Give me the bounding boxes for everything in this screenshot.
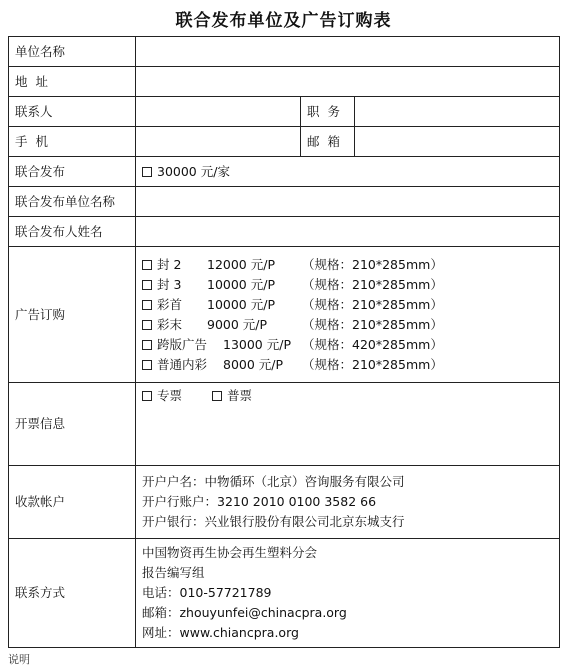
ad-option-price: 10000 元/P: [207, 276, 275, 292]
contact-email: 邮箱：zhouyunfei@chinacpra.org: [142, 605, 347, 620]
label-joint-release: 联合发布: [9, 157, 136, 187]
invoice-normal-label: 普票: [226, 388, 252, 403]
ad-option: [142, 315, 553, 335]
row-contact-info: [9, 539, 560, 648]
row-joint-unit-name: [9, 187, 560, 217]
row-mobile: [9, 127, 560, 157]
field-contact[interactable]: [136, 97, 301, 127]
ad-option-spec: （规格：210*285mm）: [302, 276, 443, 292]
ad-option-price: 9000 元/P: [207, 316, 268, 332]
row-contact: [9, 97, 560, 127]
field-joint-unit-name[interactable]: [136, 187, 560, 217]
row-unit-name: [9, 37, 560, 67]
contact-info: [136, 539, 560, 648]
ad-option-spec: （规格：210*285mm）: [302, 356, 443, 372]
ad-option-checkbox[interactable]: [142, 320, 152, 330]
label-contact: 联系人: [9, 97, 136, 127]
invoice-options: [136, 383, 560, 466]
ad-option-name: 普通内彩: [157, 356, 208, 372]
ad-option-spec: （规格：210*285mm）: [302, 256, 443, 272]
contact-website: 网址：www.chiancpra.org: [142, 625, 299, 640]
footer-note: 说明: [8, 653, 30, 666]
ad-option-name: 彩首: [157, 296, 183, 312]
ad-option-checkbox[interactable]: [142, 340, 152, 350]
joint-release-option: [136, 157, 560, 187]
label-account: 收款帐户: [9, 466, 136, 539]
ad-option: [142, 255, 553, 275]
ad-option: [142, 275, 553, 295]
label-invoice: 开票信息: [9, 383, 136, 466]
ad-option-price: 8000 元/P: [223, 356, 284, 372]
ad-option-spec: （规格：210*285mm）: [302, 316, 443, 332]
joint-release-price: 30000 元/家: [157, 163, 230, 179]
account-info: [136, 466, 560, 539]
label-ad-order: 广告订购: [9, 247, 136, 383]
field-position[interactable]: [355, 97, 560, 127]
field-mobile[interactable]: [136, 127, 301, 157]
ad-option-name: 跨版广告: [157, 336, 208, 352]
ad-option-name: 封 2: [157, 256, 182, 272]
row-ad-order: [9, 247, 560, 383]
label-unit-name: 单位名称: [9, 37, 136, 67]
ad-option-checkbox[interactable]: [142, 360, 152, 370]
ad-options: [136, 247, 560, 383]
field-joint-person[interactable]: [136, 217, 560, 247]
account-name: 开户户名：中物循环（北京）咨询服务有限公司: [142, 474, 405, 489]
label-joint-person: 联合发布人姓名: [9, 217, 136, 247]
ad-option-price: 12000 元/P: [207, 256, 275, 272]
invoice-special-checkbox[interactable]: [142, 391, 152, 401]
contact-group: 报告编写组: [142, 565, 205, 580]
ad-option-checkbox[interactable]: [142, 280, 152, 290]
row-joint-release: [9, 157, 560, 187]
ad-option-price: 13000 元/P: [223, 336, 291, 352]
ad-option-checkbox[interactable]: [142, 300, 152, 310]
label-contact-info: 联系方式: [9, 539, 136, 648]
order-form-table: [8, 36, 560, 648]
field-address[interactable]: [136, 67, 560, 97]
ad-option: [142, 335, 553, 355]
ad-option-checkbox[interactable]: [142, 260, 152, 270]
label-position: 职 务: [301, 97, 355, 127]
contact-phone: 电话：010-57721789: [142, 585, 272, 600]
label-joint-unit-name: 联合发布单位名称: [9, 187, 136, 217]
invoice-special-label: 专票: [157, 388, 183, 403]
field-unit-name[interactable]: [136, 37, 560, 67]
joint-release-checkbox[interactable]: [142, 167, 152, 177]
invoice-normal-checkbox[interactable]: [212, 391, 222, 401]
row-address: [9, 67, 560, 97]
ad-option-name: 彩末: [157, 316, 183, 332]
ad-option: [142, 355, 553, 375]
account-number: 开户行账户：3210 2010 0100 3582 66: [142, 494, 377, 509]
ad-option-price: 10000 元/P: [207, 296, 275, 312]
form-title: 联合发布单位及广告订购表: [175, 11, 392, 31]
row-account: [9, 466, 560, 539]
ad-option: [142, 295, 553, 315]
row-invoice: [9, 383, 560, 466]
label-email: 邮 箱: [301, 127, 355, 157]
field-email[interactable]: [355, 127, 560, 157]
ad-option-spec: （规格：210*285mm）: [302, 296, 443, 312]
label-address: 地 址: [9, 67, 136, 97]
ad-option-spec: （规格：420*285mm）: [302, 336, 443, 352]
ad-option-name: 封 3: [157, 276, 182, 292]
account-bank: 开户银行：兴业银行股份有限公司北京东城支行: [142, 514, 405, 529]
label-mobile: 手 机: [9, 127, 136, 157]
contact-org: 中国物资再生协会再生塑料分会: [142, 545, 318, 560]
row-joint-person: [9, 217, 560, 247]
